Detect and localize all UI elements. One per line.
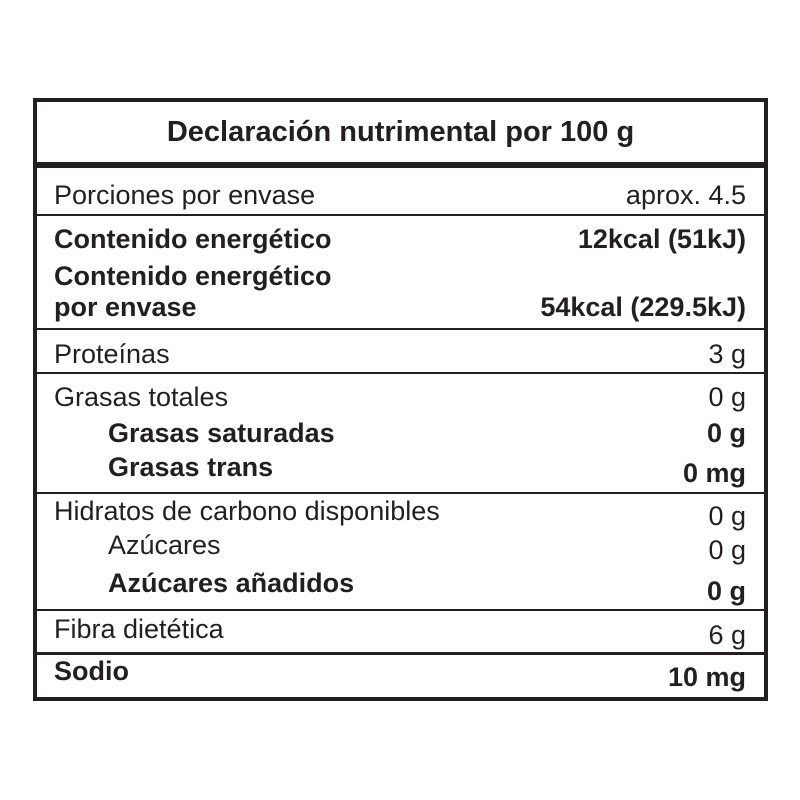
row-value: 3 g <box>708 339 746 369</box>
row-divider <box>37 372 764 374</box>
row-label: Contenido energético <box>54 224 332 254</box>
row-value: aprox. 4.5 <box>625 180 746 210</box>
row-divider <box>37 652 764 655</box>
row-value: 0 g <box>708 382 746 412</box>
row-value: 0 g <box>708 501 746 531</box>
row-label: Azúcares <box>108 530 221 560</box>
row-divider <box>37 609 764 611</box>
row-divider <box>37 492 764 494</box>
table-title: Declaración nutrimental por 100 g <box>166 116 635 148</box>
row-value: 0 g <box>706 418 746 448</box>
row-value: 12kcal (51kJ) <box>577 224 746 254</box>
nutrition-facts-table <box>33 98 768 701</box>
row-value: 54kcal (229.5kJ) <box>540 292 746 322</box>
row-label-line2: por envase <box>54 292 197 322</box>
row-label: Sodio <box>54 656 129 686</box>
row-label: Porciones por envase <box>54 180 316 210</box>
row-label: Grasas trans <box>108 452 274 482</box>
row-label: Proteínas <box>54 339 170 369</box>
row-contenido-energetico-envase <box>54 260 746 324</box>
title-divider <box>37 162 764 168</box>
row-label: Grasas totales <box>54 382 229 412</box>
row-label: Hidratos de carbono disponibles <box>54 496 440 526</box>
row-value: 6 g <box>708 620 746 650</box>
row-value: 0 g <box>706 576 746 606</box>
row-divider <box>37 214 764 216</box>
row-value: 10 mg <box>667 662 746 692</box>
row-label: Azúcares añadidos <box>108 568 355 598</box>
row-divider <box>37 328 764 330</box>
row-value: 0 g <box>708 535 746 565</box>
row-label: Grasas saturadas <box>108 418 335 448</box>
row-value: 0 mg <box>682 458 746 488</box>
row-label-line1: Contenido energético <box>54 261 332 291</box>
row-label: Fibra dietética <box>54 614 224 644</box>
